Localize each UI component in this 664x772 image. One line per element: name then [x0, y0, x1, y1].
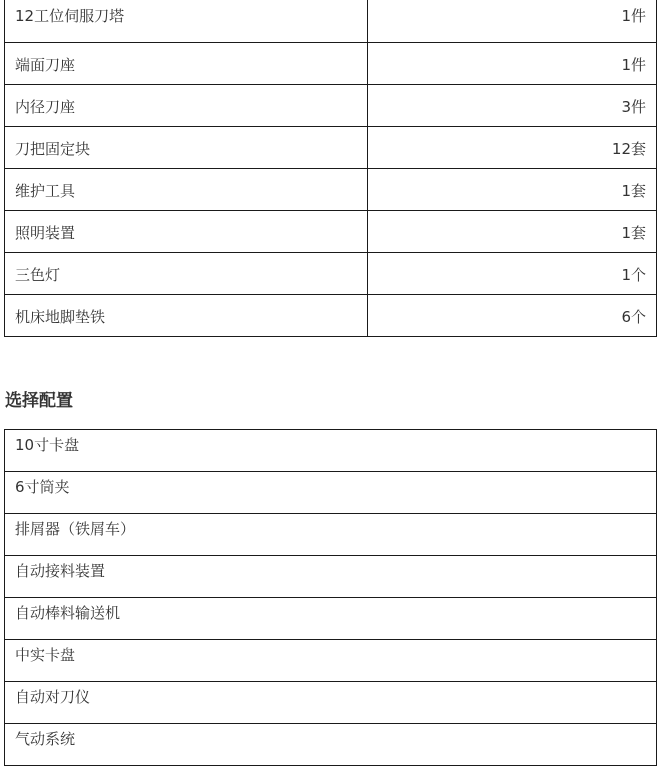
item-name-cell: 刀把固定块	[5, 127, 368, 169]
item-qty-cell: 1套	[368, 211, 657, 253]
option-cell: 气动系统	[5, 724, 657, 766]
table-row	[5, 253, 657, 295]
table-row	[5, 724, 657, 766]
item-qty-cell: 1件	[368, 0, 657, 43]
item-qty-cell: 6个	[368, 295, 657, 337]
table-row	[5, 295, 657, 337]
option-cell: 自动棒料输送机	[5, 598, 657, 640]
optional-config-table	[4, 429, 657, 766]
item-qty-cell: 1套	[368, 169, 657, 211]
item-name-cell: 内径刀座	[5, 85, 368, 127]
table-row	[5, 127, 657, 169]
option-cell: 6寸筒夹	[5, 472, 657, 514]
item-qty-cell: 3件	[368, 85, 657, 127]
option-cell: 中实卡盘	[5, 640, 657, 682]
table-row	[5, 211, 657, 253]
table-row	[5, 598, 657, 640]
item-qty-cell: 1件	[368, 43, 657, 85]
standard-config-table	[4, 0, 657, 337]
option-cell: 自动接料装置	[5, 556, 657, 598]
item-name-cell: 维护工具	[5, 169, 368, 211]
section-title: 选择配置	[5, 391, 73, 411]
option-cell: 10寸卡盘	[5, 430, 657, 472]
item-name-cell: 机床地脚垫铁	[5, 295, 368, 337]
item-name-cell: 端面刀座	[5, 43, 368, 85]
item-qty-cell: 1个	[368, 253, 657, 295]
item-qty-cell: 12套	[368, 127, 657, 169]
table-row	[5, 640, 657, 682]
option-cell: 自动对刀仪	[5, 682, 657, 724]
item-name-cell: 三色灯	[5, 253, 368, 295]
table-row	[5, 169, 657, 211]
table-row	[5, 85, 657, 127]
item-name-cell: 12工位伺服刀塔	[5, 0, 368, 43]
table-row	[5, 0, 657, 43]
table-row	[5, 682, 657, 724]
table-row	[5, 43, 657, 85]
option-cell: 排屑器（铁屑车）	[5, 514, 657, 556]
table-row	[5, 430, 657, 472]
table-row	[5, 514, 657, 556]
item-name-cell: 照明装置	[5, 211, 368, 253]
table-row	[5, 556, 657, 598]
table-row	[5, 472, 657, 514]
